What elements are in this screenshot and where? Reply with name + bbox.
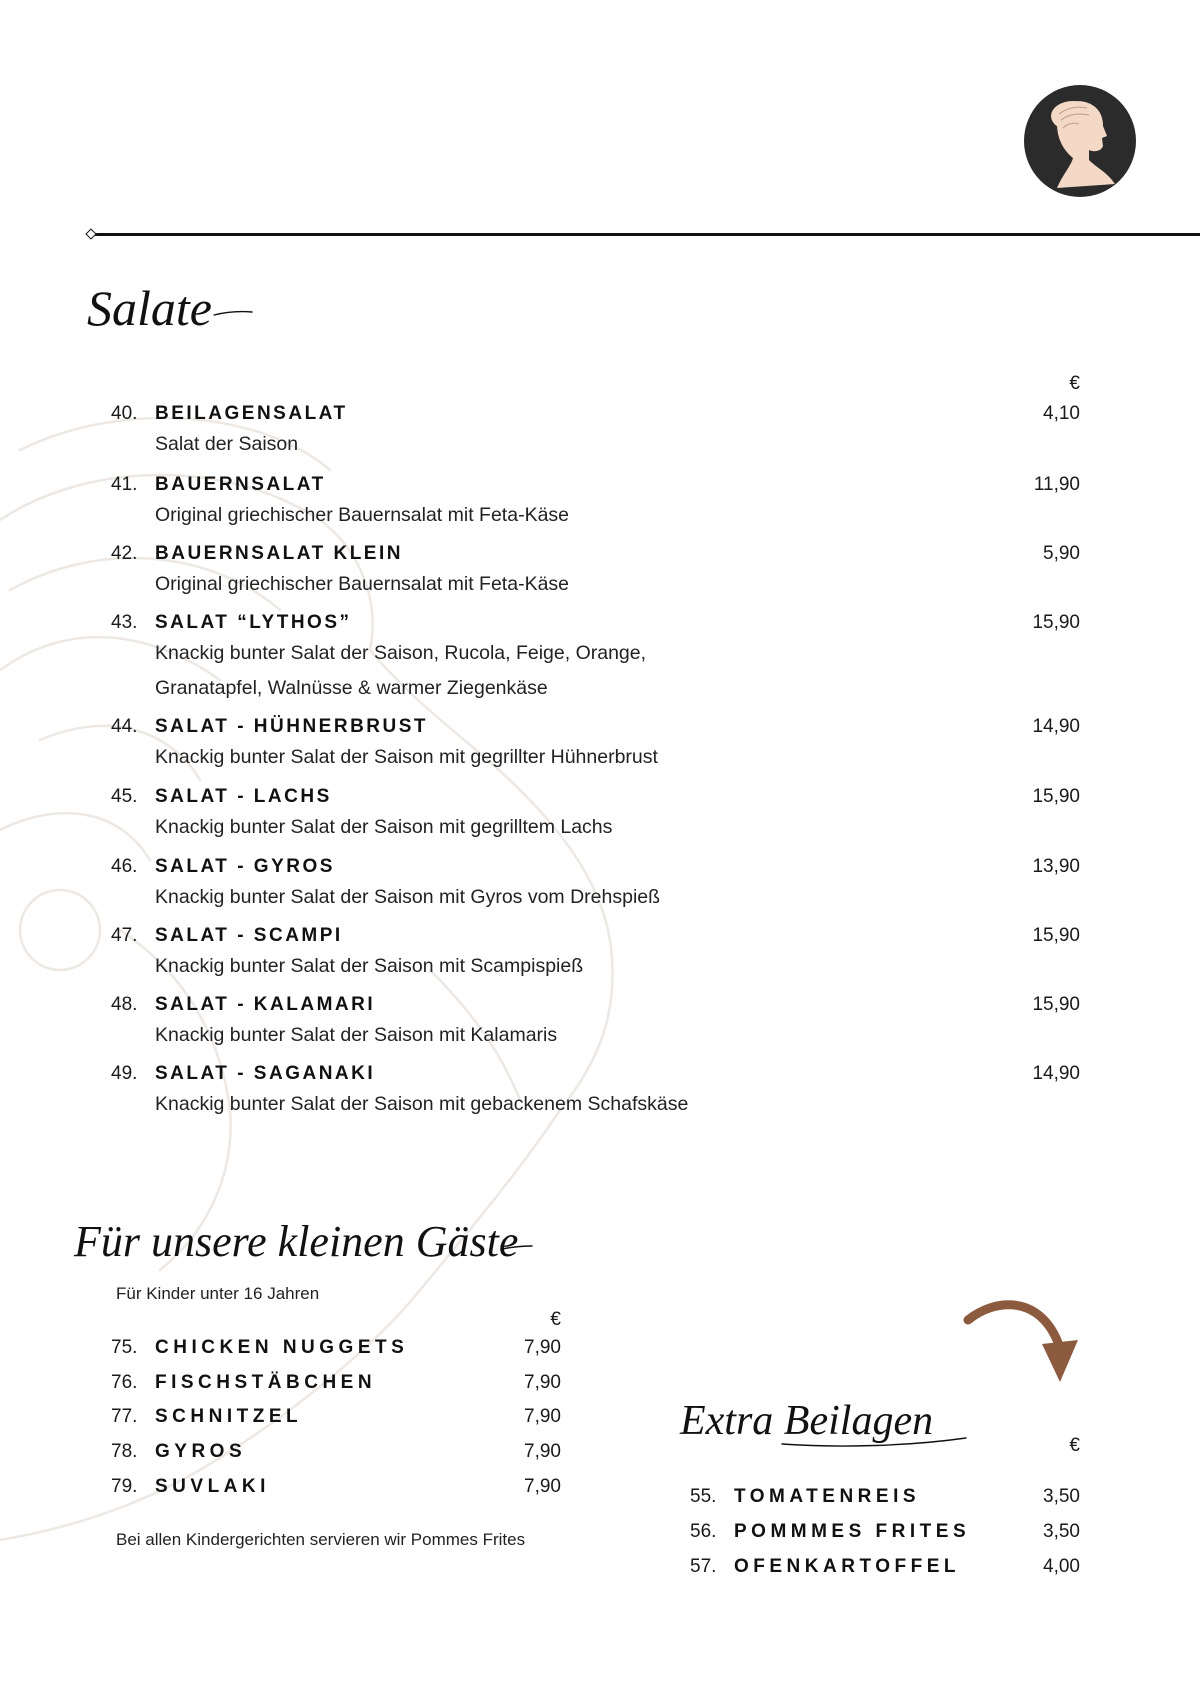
salad-item-48 <box>0 993 1200 1046</box>
item-price: 4,00 <box>1043 1556 1080 1577</box>
item-name: POMMMES FRITES <box>734 1521 971 1542</box>
item-name: BAUERNSALAT KLEIN <box>155 543 403 564</box>
header-divider <box>93 233 1200 236</box>
item-price: 7,90 <box>524 1337 561 1358</box>
item-name: TOMATENREIS <box>734 1486 921 1507</box>
item-number: 47. <box>111 925 138 946</box>
item-price: 15,90 <box>1032 994 1080 1015</box>
kids-item-77 <box>0 1405 1200 1429</box>
item-name: SALAT - LACHS <box>155 786 332 807</box>
item-price: 7,90 <box>524 1372 561 1393</box>
item-name: OFENKARTOFFEL <box>734 1556 960 1577</box>
item-description: Original griechischer Bauernsalat mit Feta-Käse <box>155 504 570 526</box>
salad-item-43 <box>0 611 1200 699</box>
item-description: Knackig bunter Salat der Saison mit gebackenem Schafskäse <box>155 1093 689 1115</box>
item-price: 15,90 <box>1032 612 1080 633</box>
item-name: CHICKEN NUGGETS <box>155 1337 409 1358</box>
salad-item-47 <box>0 924 1200 977</box>
extras-item-56 <box>0 1520 1200 1544</box>
salad-item-45 <box>0 785 1200 838</box>
item-price: 11,90 <box>1033 474 1080 495</box>
section-title-salate: Salate <box>87 280 212 336</box>
item-number: 77. <box>111 1406 138 1427</box>
title-flourish <box>500 1240 534 1254</box>
item-description-line-2: Granatapfel, Walnüsse & warmer Ziegenkäse <box>155 677 548 699</box>
item-description: Knackig bunter Salat der Saison mit gegrilltem Lachs <box>155 816 613 838</box>
curved-arrow-down-icon <box>960 1290 1085 1390</box>
divider-diamond-icon <box>85 228 96 239</box>
salad-item-44 <box>0 715 1200 768</box>
item-price: 3,50 <box>1043 1521 1080 1542</box>
item-number: 78. <box>111 1441 138 1462</box>
section-title-kids: Für unsere kleinen Gäste <box>74 1217 519 1266</box>
item-price: 7,90 <box>524 1441 561 1462</box>
extras-item-57 <box>0 1555 1200 1579</box>
kids-subtitle: Für Kinder unter 16 Jahren <box>116 1284 320 1303</box>
item-price: 14,90 <box>1032 716 1080 737</box>
item-description: Knackig bunter Salat der Saison mit gegrillter Hühnerbrust <box>155 746 658 768</box>
item-price: 15,90 <box>1032 925 1080 946</box>
item-price: 3,50 <box>1043 1486 1080 1507</box>
item-description: Knackig bunter Salat der Saison, Rucola, Feige, Orange, <box>155 642 647 664</box>
item-price: 15,90 <box>1032 786 1080 807</box>
item-name: SUVLAKI <box>155 1476 270 1497</box>
item-price: 14,90 <box>1032 1063 1080 1084</box>
item-price: 7,90 <box>524 1476 561 1497</box>
section-title-extras: Extra Beilagen <box>680 1398 934 1444</box>
item-name: SALAT - SCAMPI <box>155 925 343 946</box>
item-number: 43. <box>111 612 138 633</box>
item-name: SALAT “LYTHOS” <box>155 612 352 633</box>
item-name: FISCHSTÄBCHEN <box>155 1372 377 1393</box>
item-description: Knackig bunter Salat der Saison mit Kalamaris <box>155 1024 558 1046</box>
kids-item-78 <box>0 1440 1200 1464</box>
title-flourish <box>212 304 254 320</box>
salad-item-42 <box>0 542 1200 595</box>
item-number: 56. <box>690 1521 717 1542</box>
item-name: SCHNITZEL <box>155 1406 303 1427</box>
item-price: 13,90 <box>1032 856 1080 877</box>
kids-note: Bei allen Kindergerichten servieren wir Pommes Frites <box>116 1530 526 1549</box>
currency-header: € <box>550 1309 561 1330</box>
item-description: Knackig bunter Salat der Saison mit Scampispieß <box>155 955 584 977</box>
salad-item-49 <box>0 1062 1200 1115</box>
item-name: SALAT - KALAMARI <box>155 994 376 1015</box>
title-flourish <box>780 1434 970 1450</box>
item-price: 7,90 <box>524 1406 561 1427</box>
salad-item-46 <box>0 855 1200 908</box>
item-description: Salat der Saison <box>155 433 299 455</box>
item-number: 48. <box>111 994 138 1015</box>
greek-bust-icon <box>1023 84 1137 198</box>
item-number: 40. <box>111 403 138 424</box>
item-number: 44. <box>111 716 138 737</box>
currency-header: € <box>1069 373 1080 394</box>
item-description: Original griechischer Bauernsalat mit Feta-Käse <box>155 573 570 595</box>
item-number: 75. <box>111 1337 138 1358</box>
item-name: BAUERNSALAT <box>155 474 326 495</box>
item-description: Knackig bunter Salat der Saison mit Gyros vom Drehspieß <box>155 886 661 908</box>
item-number: 41. <box>111 474 138 495</box>
item-name: GYROS <box>155 1441 247 1462</box>
salad-item-41 <box>0 473 1200 526</box>
salad-item-40 <box>0 402 1200 455</box>
item-number: 42. <box>111 543 138 564</box>
item-number: 57. <box>690 1556 717 1577</box>
item-number: 46. <box>111 856 138 877</box>
item-number: 45. <box>111 786 138 807</box>
item-number: 49. <box>111 1063 138 1084</box>
item-price: 5,90 <box>1043 543 1080 564</box>
extras-item-55 <box>0 1485 1200 1509</box>
item-price: 4,10 <box>1043 403 1080 424</box>
item-number: 79. <box>111 1476 138 1497</box>
item-number: 55. <box>690 1486 717 1507</box>
item-name: SALAT - HÜHNERBRUST <box>155 716 429 737</box>
item-number: 76. <box>111 1372 138 1393</box>
item-name: SALAT - GYROS <box>155 856 335 877</box>
item-name: BEILAGENSALAT <box>155 403 348 424</box>
item-name: SALAT - SAGANAKI <box>155 1063 376 1084</box>
currency-header: € <box>1069 1435 1080 1456</box>
